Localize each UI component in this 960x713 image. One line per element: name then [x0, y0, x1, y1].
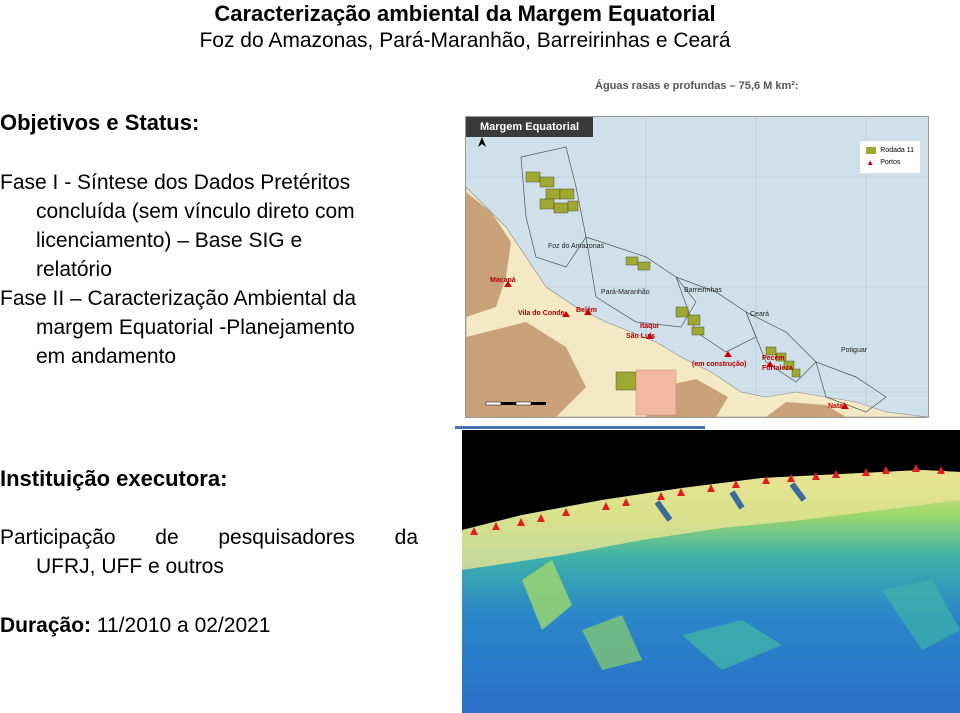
label-fortaleza: Fortaleza — [762, 365, 793, 372]
label-ceara: Ceará — [750, 311, 770, 318]
title-main: Caracterização ambiental da Margem Equatorial — [214, 1, 716, 26]
phase-two-line2: margem Equatorial -Planejamento — [36, 316, 355, 339]
institution-line2: UFRJ, UFF e outros — [36, 555, 224, 578]
phase-one-text — [0, 168, 420, 371]
map-underline — [455, 426, 705, 429]
phase-one-line1: Fase I - Síntese dos Dados Pretéritos — [0, 171, 351, 194]
legend-item-portos — [866, 157, 914, 169]
label-potiguar: Potiguar — [841, 347, 868, 354]
map-legend — [860, 141, 920, 173]
duration-label: Duração: — [0, 614, 92, 637]
label-barreirinhas: Barreirinhas — [684, 287, 722, 294]
label-foz: Foz do Amazonas — [548, 243, 605, 250]
label-para: Pará-Maranhão — [601, 289, 650, 296]
title-subtitle: Foz do Amazonas, Pará-Maranhão, Barreirinhas e Ceará — [199, 29, 731, 52]
legend-swatch-rodada — [866, 147, 876, 154]
page-title — [0, 0, 930, 54]
equatorial-margin-map — [455, 80, 935, 430]
port-icon: ▲ — [866, 157, 875, 167]
label-macapa: Macapá — [490, 277, 516, 284]
label-pecem: Pecém — [762, 355, 785, 362]
institution-text — [0, 523, 418, 581]
institution-line1: Participação de pesquisadores da — [0, 526, 418, 549]
legend-item-rodada — [866, 145, 914, 157]
label-belem: Belém — [576, 307, 598, 314]
phase-two-line3: em andamento — [36, 345, 177, 368]
map-drawing — [466, 117, 928, 417]
map-frame — [465, 116, 929, 418]
duration-text — [0, 612, 270, 640]
map-badge: Margem Equatorial — [466, 117, 593, 137]
label-itaqui: Itaqui — [640, 323, 659, 330]
phase-one-line3: licenciamento) – Base SIG e — [36, 229, 303, 252]
duration-value: 11/2010 a 02/2021 — [96, 614, 271, 637]
label-natal: Natal — [828, 403, 846, 410]
bathymetry-3d-image — [462, 430, 960, 713]
objectives-heading: Objetivos e Status: — [0, 110, 200, 135]
map-caption: Águas rasas e profundas – 75,6 M km²: — [595, 80, 799, 92]
legend-label-rodada: Rodada 11 — [880, 147, 914, 154]
phase-one-line4: relatório — [36, 258, 112, 281]
label-vila: Vila do Conde — [518, 310, 565, 317]
legend-label-portos: Portos — [880, 159, 901, 166]
institution-heading: Instituição executora: — [0, 466, 228, 491]
bathymetry-drawing — [462, 430, 960, 713]
phase-two-line1: Fase II – Caracterização Ambiental da — [0, 287, 357, 310]
label-construcao: (em construção) — [692, 361, 747, 368]
label-saoluis: São Luís — [626, 333, 656, 340]
phase-one-line2: concluída (sem vínculo direto com — [36, 200, 355, 223]
